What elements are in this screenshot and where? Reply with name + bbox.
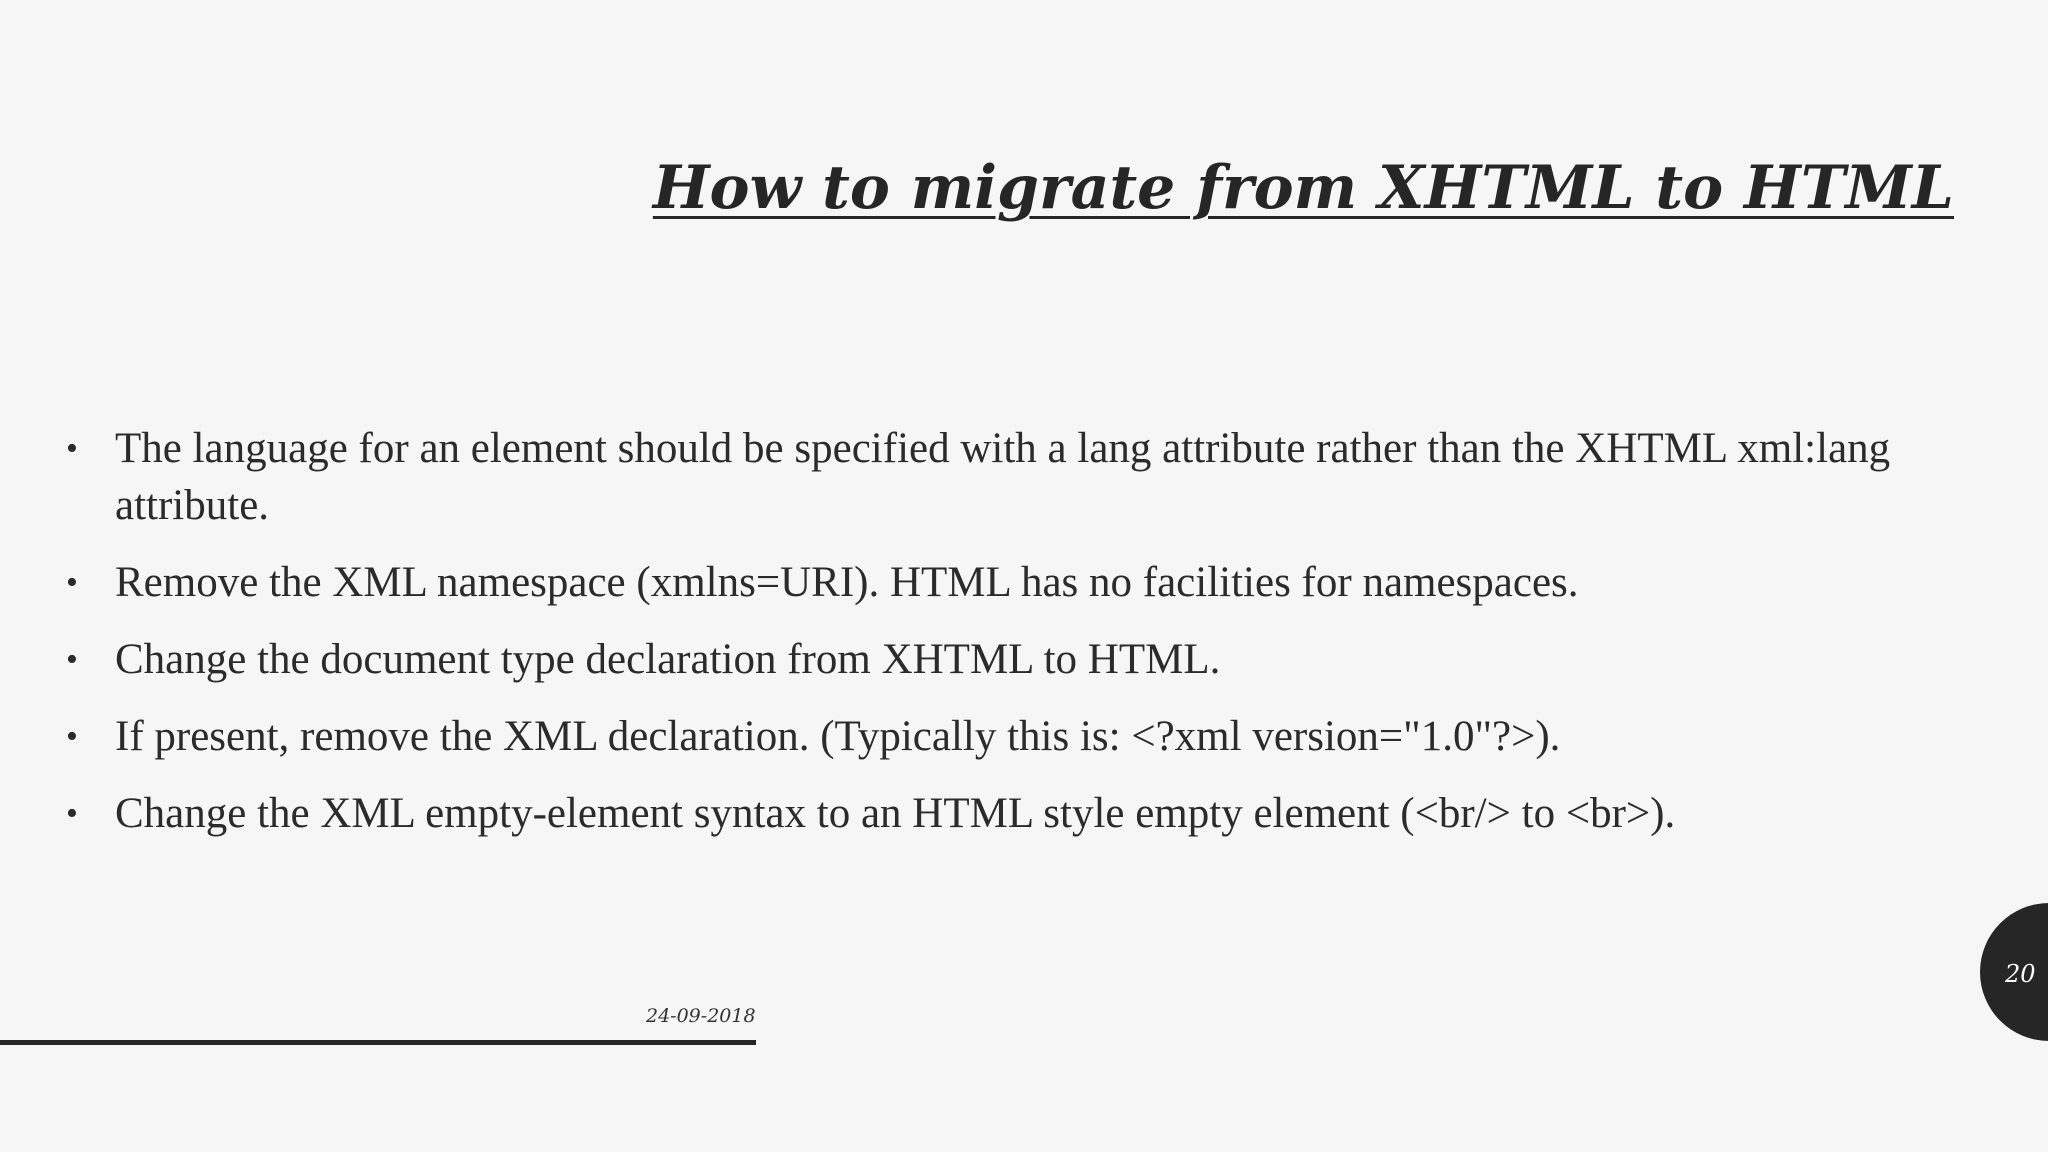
bullet-item	[62, 708, 1962, 765]
bullet-list	[62, 420, 1962, 862]
page-number: 20	[2005, 960, 2036, 988]
bullet-item	[62, 420, 1962, 534]
bullet-text: Remove the XML namespace (xmlns=URI). HTML has no facilities for namespaces.	[115, 559, 1579, 606]
bullet-item	[62, 785, 1962, 842]
slide-title: How to migrate from XHTML to HTML	[652, 153, 1954, 223]
bullet-icon: •	[66, 718, 78, 755]
bullet-item	[62, 554, 1962, 611]
bullet-text: Change the XML empty-element syntax to an HTML style empty element (<br/> to <br>).	[115, 790, 1676, 837]
bullet-icon: •	[66, 564, 78, 601]
bullet-icon: •	[66, 430, 78, 467]
footer-date: 24-09-2018	[646, 1005, 756, 1027]
footer-divider	[0, 1040, 756, 1045]
bullet-text: Change the document type declaration from XHTML to HTML.	[115, 636, 1221, 683]
bullet-icon: •	[66, 641, 78, 678]
bullet-text: If present, remove the XML declaration. (Typically this is: <?xml version="1.0"?>).	[115, 713, 1561, 760]
bullet-text: The language for an element should be specified with a lang attribute rather than the XHTML xml:lang attribute.	[115, 425, 1891, 529]
bullet-item	[62, 631, 1962, 688]
bullet-icon: •	[66, 795, 78, 832]
